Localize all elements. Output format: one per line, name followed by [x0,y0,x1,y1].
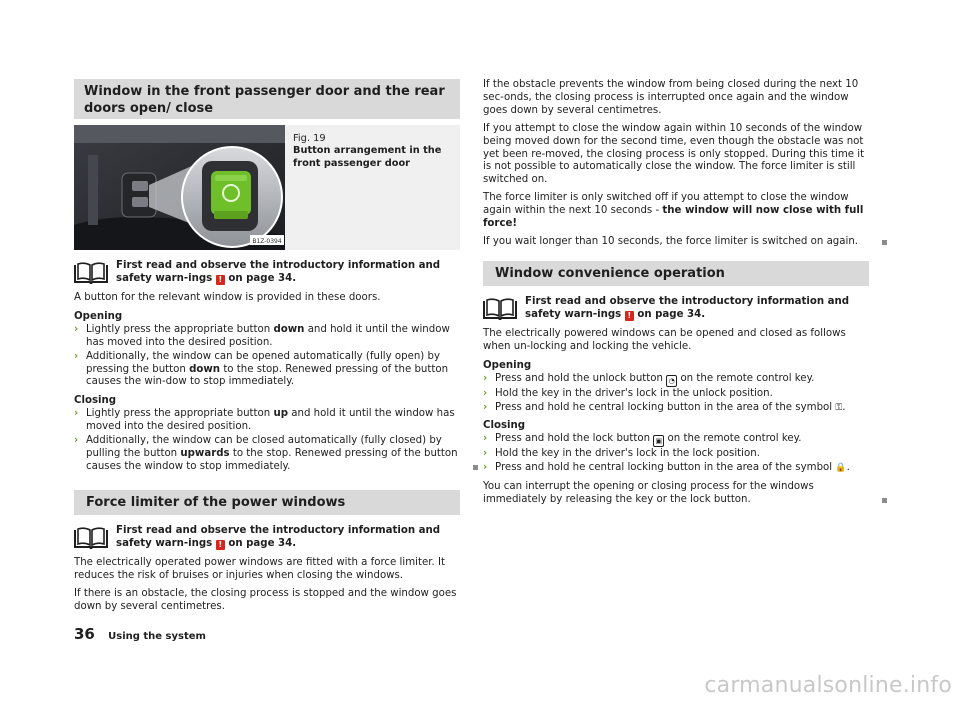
list-item: › Hold the key in the driver's lock in the lock position. [483,448,760,460]
left-column [74,79,460,618]
page-footer [74,625,206,644]
figure-caption-text: Button arrangement in the front passenger door [293,145,442,169]
chevron-right-icon: › [74,435,79,447]
end-of-section-marker [882,498,887,503]
warning-exclamation-icon: ! [216,275,225,285]
obstacle-text-4: If you wait longer than 10 seconds, the force limiter is switched on again. [483,236,869,249]
figure-number: Fig. 19 [293,133,326,144]
obstacle-text-3: The force limiter is only switched off if you attempt to close the window again within the next 10 seconds - the window will now close with full force! [483,192,864,230]
final-text: You can interrupt the opening or closing process for the windows immediately by releasing the key or the lock button. [483,481,869,507]
figure-caption [285,125,460,250]
section-title-convenience: Window convenience operation [483,261,869,286]
figure-code-label: B1Z-0394 [252,238,282,245]
obstacle-text-2: If you attempt to close the window again within 10 seconds of the window being moved down for the second time, even though the obstacle was not yet been re-moved, the closing process is only stopped. During this time it is not possible to automatically close the window. The force limiter is still switched on. [483,122,865,186]
warning-exclamation-icon: ! [216,540,225,550]
chevron-right-icon: › [483,401,488,413]
unlock-icon: ◔ [666,375,677,387]
list-item: › Lightly press the appropriate button down and hold it until the window has moved into the desired position. [74,323,450,348]
list-item: › Additionally, the window can be opened automatically (fully open) by pressing the button down to the stop. Renewed pressing of the button causes the win-dow to stop immediately. [74,350,449,388]
chevron-right-icon: › [483,387,488,399]
list-item: › Press and hold he central locking button in the area of the symbol 🔒. [483,462,850,474]
chevron-right-icon: › [74,323,79,335]
chapter-title: Using the system [108,631,206,642]
manual-book-icon [74,527,108,549]
chevron-right-icon: › [483,372,488,384]
manual-book-icon [74,262,108,284]
warning-page-ref[interactable]: on page 34. [224,272,297,284]
section-title-window-front-rear: Window in the front passenger door and the rear doors open/ close [74,79,460,119]
page-number: 36 [74,625,95,643]
watermark: carmanualsonline.info [704,673,952,699]
warning-text: First read and observe the introductory information and safety warn-ings [116,260,441,284]
warning-note-2 [74,525,460,551]
door-button-photo [74,125,285,250]
right-column [483,79,869,512]
manual-book-icon [483,298,517,320]
chevron-right-icon: › [483,462,488,474]
lock-symbol-icon: 🔒 [835,463,847,474]
list-item: › Hold the key in the driver's lock in the unlock position. [483,387,773,399]
chevron-right-icon: › [74,408,79,420]
unlock-symbol-icon: ⚿ [835,402,843,413]
warning-note-1 [74,260,460,286]
end-of-section-marker [473,465,478,470]
chevron-right-icon: › [74,350,79,362]
end-of-section-marker [882,240,887,245]
section-title-force-limiter: Force limiter of the power windows [74,490,460,515]
list-item: › Lightly press the appropriate button up and hold it until the window has moved into the desired position. [74,408,455,433]
door-panel-illustration [74,125,285,250]
force-limiter-text-2: If there is an obstacle, the closing process is stopped and the window goes down by several centimetres. [74,587,457,612]
warning-note-3 [483,296,869,322]
opening-heading: Opening [74,310,123,322]
closing-heading: Closing [483,420,526,432]
list-item: › Press and hold he central locking button in the area of the symbol ⚿. [483,401,846,413]
obstacle-text-1: If the obstacle prevents the window from being closed during the next 10 sec-onds, the closing process is interrupted once again and the window goes down by several centimetres. [483,79,859,116]
warning-page-ref[interactable]: on page 34. [224,537,297,549]
warning-text: First read and observe the introductory information and safety warn-ings [525,295,850,320]
list-item: › Press and hold the unlock button ◔ on the remote control key. [483,372,815,385]
force-limiter-text-1: The electrically operated power windows are fitted with a force limiter. It reduces the risk of bruises or injuries when closing the windows. [74,556,445,581]
convenience-intro: The electrically powered windows can be opened and closed as follows when un-locking and locking the vehicle. [483,327,846,352]
chevron-right-icon: › [483,448,488,460]
chevron-right-icon: › [483,433,488,445]
warning-page-ref[interactable]: on page 34. [633,308,706,320]
list-item: › Press and hold the lock button ▣ on the remote control key. [483,433,802,446]
figure-19 [74,125,460,250]
list-item: › Additionally, the window can be closed automatically (fully closed) by pulling the button upwards to the stop. Renewed pressing of the button causes the window to stop immediately. [74,435,460,474]
closing-heading: Closing [74,395,117,407]
opening-heading: Opening [483,359,532,371]
lock-icon: ▣ [653,435,664,447]
intro-text: A button for the relevant window is provided in these doors. [74,292,381,303]
warning-exclamation-icon: ! [625,311,634,321]
warning-text: First read and observe the introductory information and safety warn-ings [116,524,441,549]
